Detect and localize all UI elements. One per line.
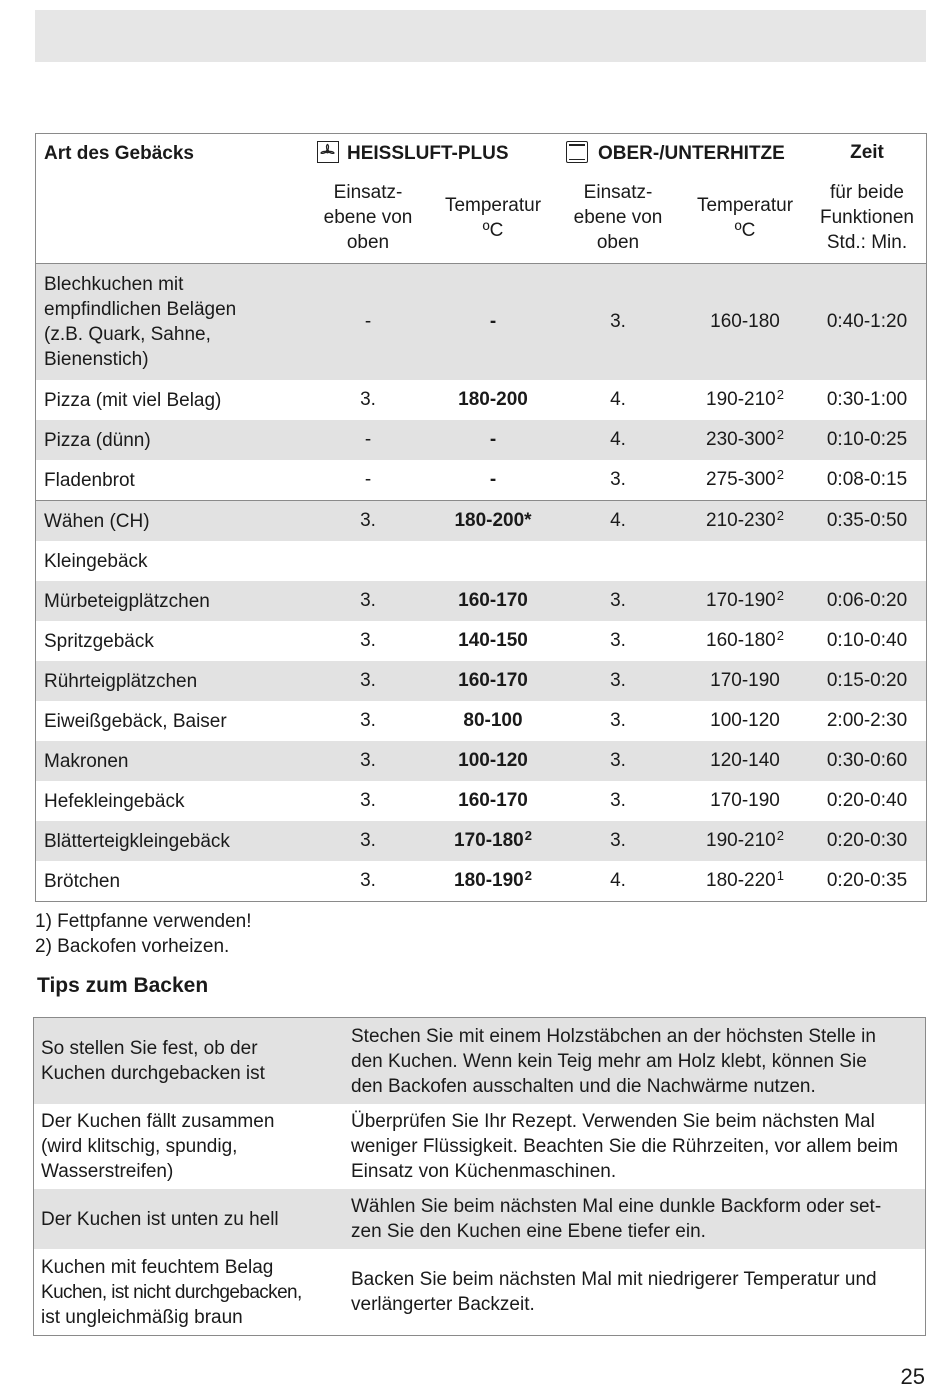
row-name: Wähen (CH) [36,501,305,542]
subheader-hl-ebene: Einsatz- ebene von oben [304,172,432,264]
table-row [36,420,927,460]
tips-table [33,1017,926,1336]
footnote-ref: 2 [776,828,784,843]
tips-row [34,1189,926,1249]
row-name: Kleingebäck [44,550,148,572]
row-hl-temp: $170-180^2$ [432,821,554,861]
tip-problem: Kuchen mit feuchtem Belag Kuchen, ist nicht durchgebacken, ist ungleichmäßig braun [41,1256,302,1328]
tips-heading: Tips zum Backen [37,974,209,997]
subheader-ou-temp: Temperatur ºC [682,172,808,264]
row-zeit: 0:10-0:40 [826,630,908,651]
table-row [36,701,927,741]
table-row [36,621,927,661]
row-hl-ebene: 3. [304,501,432,542]
row-name: Pizza (dünn) [36,420,305,460]
footnote-ref: 2 [524,828,532,843]
fan-icon [317,141,339,163]
row-ou-temp: $190-210^2$ [682,821,808,861]
footnote-ref: 2 [776,387,784,402]
row-name: Blechkuchen mit empfindlichen Belägen (z.B. Quark, Sahne, Bienenstich) [36,264,305,381]
footnote-ref: 2 [776,508,784,523]
row-name: Brötchen [44,870,121,892]
row-hl-ebene: 3. [360,710,376,731]
row-hl-temp: 180-200* [432,501,554,542]
row-zeit: 0:08-0:15 [826,469,908,490]
row-hl-temp: 160-170 [432,661,554,701]
row-hl-temp: 80-100 [463,710,523,731]
row-name: Mürbeteigplätzchen [36,581,305,621]
table-row [36,861,927,902]
footnote-2: 2) Backofen vorheizen. [35,936,230,957]
tips-row [34,1104,926,1189]
row-zeit: 0:06-0:20 [808,581,927,621]
row-name: Eiweißgebäck, Baiser [44,710,227,732]
table-row [36,501,927,542]
row-ou-temp: $180-220^1$ [706,868,784,891]
row-hl-temp: 100-120 [432,741,554,781]
table-row [36,460,927,501]
row-zeit: 0:20-0:40 [826,790,908,811]
row-zeit: 0:20-0:35 [826,870,908,891]
row-ou-ebene: 3. [554,264,682,381]
row-hl-temp: - [432,264,554,381]
table-row [36,581,927,621]
row-ou-temp: $230-300^2$ [682,420,808,460]
row-hl-ebene: 3. [360,630,376,651]
tip-problem: So stellen Sie fest, ob der Kuchen durchgebacken ist [34,1018,344,1105]
row-zeit: 0:20-0:30 [808,821,927,861]
tip-problem: Der Kuchen ist unten zu hell [34,1189,344,1249]
subheader-zeit: für beide Funktionen Std.: Min. [808,172,927,264]
row-ou-ebene: 4. [554,420,682,460]
baking-table [35,133,927,902]
row-hl-ebene: 3. [304,821,432,861]
row-hl-ebene: 3. [360,790,376,811]
row-zeit: 0:15-0:20 [808,661,927,701]
row-name: Blätterteigkleingebäck [36,821,305,861]
row-ou-temp: 120-140 [682,741,808,781]
table-row [36,781,927,821]
table-row [36,821,927,861]
table-row [36,380,927,420]
row-name: Fladenbrot [44,469,135,491]
table-row [36,541,927,581]
row-ou-ebene: 4. [610,389,626,410]
row-ou-temp: $275-300^2$ [706,467,784,490]
table-row [36,741,927,781]
footnote-ref: 2 [776,588,784,603]
row-zeit: 0:10-0:25 [808,420,927,460]
row-hl-ebene: - [304,420,432,460]
tip-solution: Stechen Sie mit einem Holzstäbchen an der höchsten Stelle in den Kuchen. Wenn kein Teig mehr am Holz klebt, können Sie den Backofen ausschalten und die Nachwärme nutzen. [343,1018,926,1105]
tip-solution: Wählen Sie beim nächsten Mal eine dunkle Backform oder set- zen Sie den Kuchen eine Ebene tiefer ein. [343,1189,926,1249]
oberunter-label: OBER-/UNTERHITZE [598,143,785,164]
row-hl-ebene: 3. [304,581,432,621]
col-header-oberunter [554,134,808,173]
header-bar [35,10,926,62]
row-ou-temp: 170-190 [710,790,780,811]
row-ou-ebene: 3. [610,469,626,490]
row-hl-temp: 180-200 [458,389,528,410]
row-name: Spritzgebäck [44,630,154,652]
row-ou-ebene: 3. [610,790,626,811]
footnote-ref: 2 [776,628,784,643]
subheader-hl-temp: Temperatur ºC [432,172,554,264]
tips-row [34,1018,926,1105]
page-number: 25 [900,1364,925,1389]
row-ou-temp: $190-210^2$ [706,387,784,410]
subheader-ou-ebene: Einsatz- ebene von oben [554,172,682,264]
row-hl-ebene: 3. [360,870,376,891]
col-header-art: Art des Gebäcks [44,142,194,164]
row-ou-temp: $210-230^2$ [682,501,808,542]
row-zeit: 2:00-2:30 [826,710,908,731]
row-ou-ebene: 4. [610,870,626,891]
table-header-row [36,134,927,173]
row-zeit: 0:35-0:50 [808,501,927,542]
heissluft-label: HEISSLUFT-PLUS [347,143,509,164]
row-ou-ebene: 3. [554,661,682,701]
footnote-ref: 1 [776,868,784,883]
row-hl-temp: - [432,420,554,460]
row-hl-ebene: 3. [304,661,432,701]
row-ou-temp: $170-190^2$ [682,581,808,621]
table-row [36,264,927,381]
col-header-heissluft [304,134,554,173]
row-name: Pizza (mit viel Belag) [44,389,222,411]
row-hl-ebene: 3. [304,741,432,781]
footnotes [35,909,252,959]
row-zeit: 0:40-1:20 [808,264,927,381]
tips-row [34,1249,926,1336]
col-header-zeit: Zeit [850,142,884,163]
top-bottom-heat-icon [566,141,588,163]
row-zeit: 0:30-1:00 [826,389,908,410]
row-ou-ebene: 3. [554,741,682,781]
row-ou-ebene: 4. [554,501,682,542]
row-ou-temp: 170-190 [682,661,808,701]
footnote-ref: 2 [776,467,784,482]
row-ou-ebene: 3. [610,630,626,651]
row-hl-temp: 160-170 [432,581,554,621]
row-hl-temp: - [489,469,497,490]
tip-solution: Backen Sie beim nächsten Mal mit niedrigerer Temperatur und verlängerter Backzeit. [351,1269,877,1315]
tip-solution: Überprüfen Sie Ihr Rezept. Verwenden Sie beim nächsten Mal weniger Flüssigkeit. Beachten Sie die Rührzeiten, vor allem beim Einsatz von Küchenmaschinen. [351,1111,899,1182]
row-ou-ebene: 3. [554,581,682,621]
row-hl-temp: 160-170 [458,790,528,811]
tip-problem: Der Kuchen fällt zusammen (wird klitschig, spundig, Wasserstreifen) [41,1111,275,1182]
row-ou-ebene: 3. [554,821,682,861]
table-row [36,661,927,701]
row-hl-ebene: 3. [360,389,376,410]
row-name: Rührteigplätzchen [36,661,305,701]
row-ou-temp: 160-180 [682,264,808,381]
row-hl-ebene: - [304,264,432,381]
row-zeit: 0:30-0:60 [808,741,927,781]
row-ou-ebene: 3. [610,710,626,731]
row-ou-temp: 100-120 [710,710,780,731]
row-hl-temp: 140-150 [458,630,528,651]
footnote-ref: 2 [776,427,784,442]
footnote-1: 1) Fettpfanne verwenden! [35,911,252,932]
row-name: Makronen [36,741,305,781]
table-subheader-row [36,172,927,264]
row-hl-temp: $180-190^2$ [454,868,532,891]
footnote-ref: 2 [524,868,532,883]
row-hl-ebene: - [364,469,372,490]
row-name: Hefekleingebäck [44,790,185,812]
row-ou-temp: $160-180^2$ [706,628,784,651]
